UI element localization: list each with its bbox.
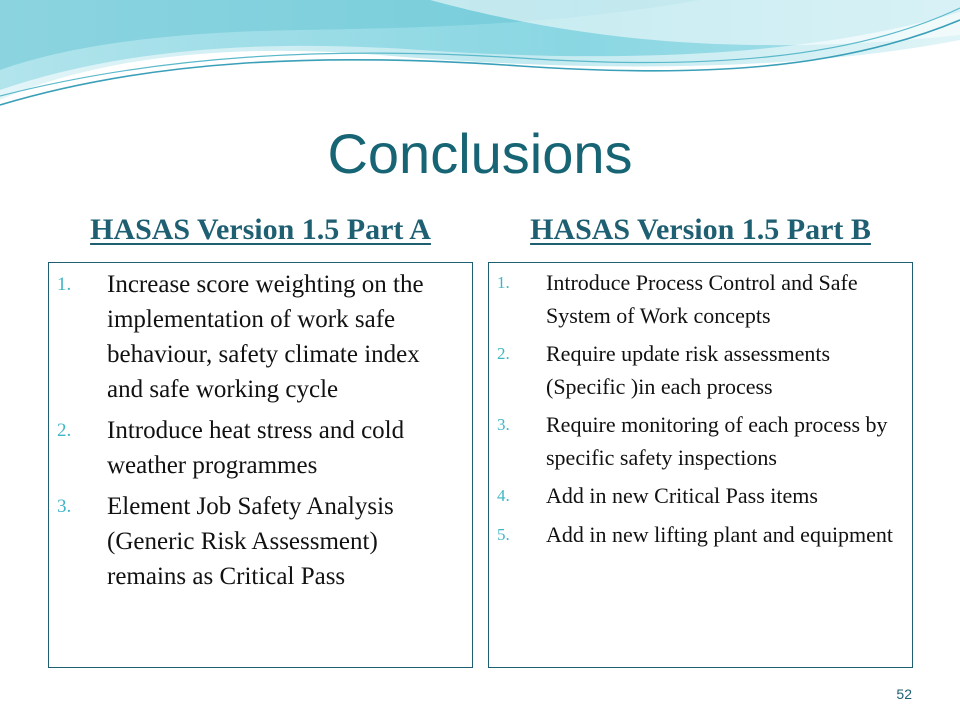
list-item-number: 1. xyxy=(497,273,510,292)
part-a-box xyxy=(48,262,473,668)
part-b-list xyxy=(497,267,902,551)
list-item-number: 5. xyxy=(497,524,510,544)
list-item-number: 3. xyxy=(497,415,510,434)
list-item-number: 2. xyxy=(57,420,72,441)
part-a-heading: HASAS Version 1.5 Part A xyxy=(90,213,431,246)
list-item xyxy=(497,409,902,474)
list-item-number: 1. xyxy=(57,274,72,295)
list-item-text: Introduce Process Control and Safe System of Work concepts xyxy=(546,270,858,328)
list-item xyxy=(497,480,902,513)
header-wave-decoration xyxy=(0,0,960,130)
part-a-list xyxy=(57,267,462,594)
list-item-text: Require monitoring of each process by specific safety inspections xyxy=(546,412,888,470)
list-item-text: Require update risk assessments (Specific )in each process xyxy=(546,341,831,399)
list-item xyxy=(497,267,902,332)
list-item xyxy=(57,413,462,483)
list-item xyxy=(57,267,462,407)
list-item-text: Introduce heat stress and cold weather programmes xyxy=(107,417,405,479)
list-item-text: Add in new lifting plant and equipment xyxy=(546,521,894,547)
list-item-text: Increase score weighting on the implementation of work safe behaviour, safety climate index and safe working cycle xyxy=(107,271,424,403)
list-item xyxy=(497,338,902,403)
list-item xyxy=(497,519,902,552)
part-b-box xyxy=(488,262,913,668)
slide-title: Conclusions xyxy=(327,122,633,185)
part-b-heading: HASAS Version 1.5 Part B xyxy=(530,213,871,246)
list-item-number: 2. xyxy=(497,344,510,363)
list-item-text: Element Job Safety Analysis (Generic Risk Assessment) remains as Critical Pass xyxy=(107,493,394,590)
list-item-number: 3. xyxy=(57,496,72,517)
list-item xyxy=(57,489,462,594)
page-number: 52 xyxy=(896,686,912,702)
list-item-number: 4. xyxy=(497,486,510,505)
list-item-text: Add in new Critical Pass items xyxy=(546,483,818,508)
